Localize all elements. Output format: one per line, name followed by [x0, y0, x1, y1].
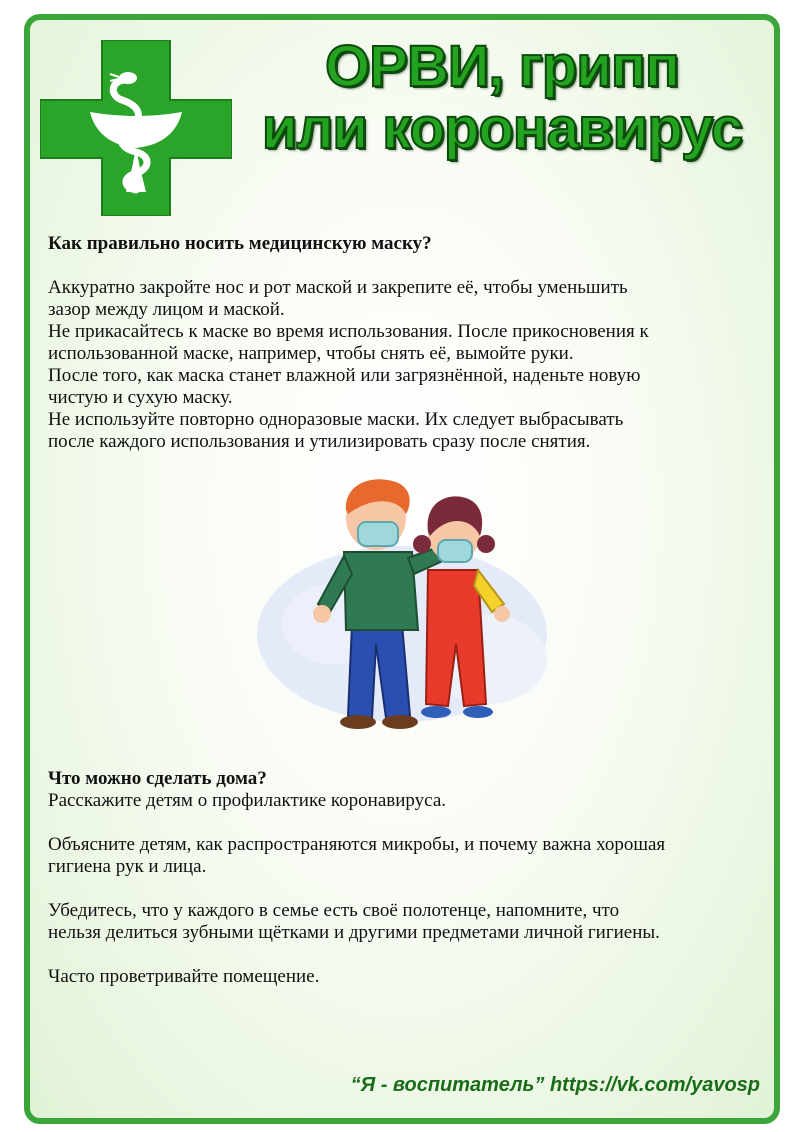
body-line: чистую и сухую маску. — [48, 387, 233, 408]
body-line: Убедитесь, что у каждого в семье есть своё полотенце, напомните, что — [48, 900, 620, 921]
body-line: нельзя делиться зубными щётками и другими предметами личной гигиены. — [48, 922, 660, 943]
body-line: Расскажите детям о профилактике коронавируса. — [48, 790, 446, 811]
home-section — [48, 768, 768, 988]
title-line-1: ОРВИ, грипп — [325, 34, 679, 99]
body-line: Не прикасайтесь к маске во время использования. После прикосновения к — [48, 321, 649, 342]
medical-cross-snake-bowl-icon — [40, 40, 232, 216]
section-heading-home: Что можно сделать дома? — [48, 768, 267, 789]
body-line: зазор между лицом и маской. — [48, 299, 285, 320]
section-heading-mask: Как правильно носить медицинскую маску? — [48, 233, 432, 254]
body-line: После того, как маска станет влажной или загрязнённой, наденьте новую — [48, 365, 641, 386]
title-line-2: или коронавирус — [261, 96, 743, 161]
children-in-masks-illustration — [252, 474, 558, 742]
body-line: после каждого использования и утилизировать сразу после снятия. — [48, 431, 591, 452]
body-line: Аккуратно закройте нос и рот маской и закрепите её, чтобы уменьшить — [48, 277, 628, 298]
body-line: гигиена рук и лица. — [48, 856, 207, 877]
page-title — [232, 36, 772, 160]
body-line: Объясните детям, как распространяются микробы, и почему важна хорошая — [48, 834, 666, 855]
body-line: Не используйте повторно одноразовые маски. Их следует выбрасывать — [48, 409, 624, 430]
body-line: Часто проветривайте помещение. — [48, 966, 320, 987]
mask-section — [48, 233, 768, 453]
footer-credit: “Я - воспитатель” https://vk.com/yavosp — [350, 1074, 760, 1096]
body-line: использованной маске, например, чтобы снять её, вымойте руки. — [48, 343, 574, 364]
